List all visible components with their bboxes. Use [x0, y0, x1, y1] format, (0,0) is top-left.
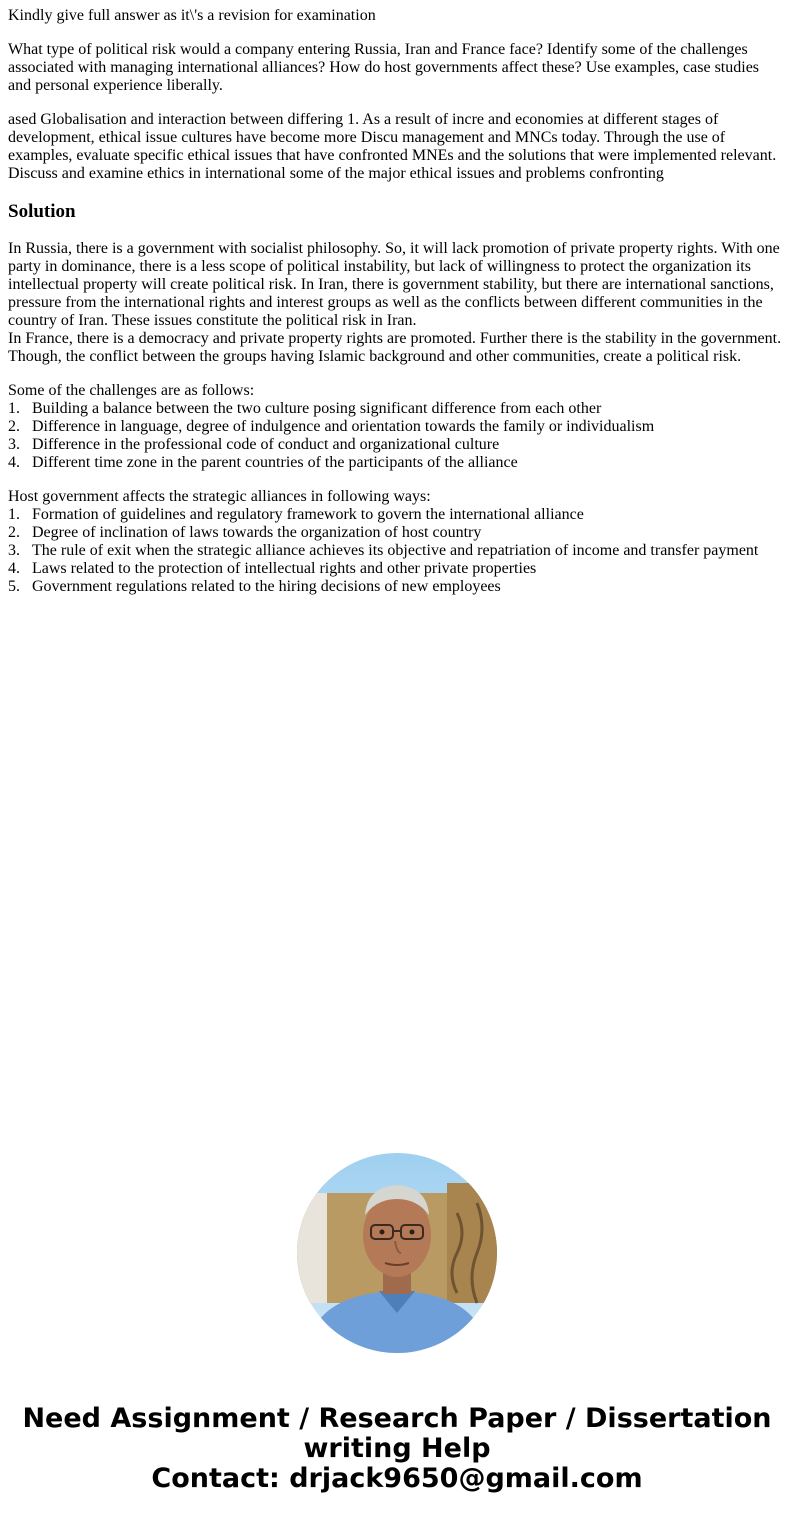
solution-para-1: In Russia, there is a government with socialist philosophy. So, it will lack promotion of private property rights. With one party in dominance, there is a less scope of political instability, but lack of willingness to protect the organization its intellectual property will create political risk. In Iran, there is government stability, but there are international sanctions, pressure from the international rights and interest groups as well as the conflicts between different communities in the country of Iran. These issues constitute the political risk in Iran. [8, 240, 780, 329]
list-text: The rule of exit when the strategic alliance achieves its objective and repatriation of income and transfer payment [32, 542, 759, 559]
list-item [8, 542, 786, 560]
list-text: Difference in language, degree of indulgence and orientation towards the family or individualism [32, 418, 655, 435]
list-number: 4. [8, 454, 20, 471]
list-item [8, 436, 786, 454]
list-number: 3. [8, 436, 20, 453]
challenges-intro: Some of the challenges are as follows: [8, 382, 255, 399]
solution-heading: Solution [8, 201, 76, 222]
list-item [8, 560, 786, 578]
list-text: Degree of inclination of laws towards the organization of host country [32, 524, 482, 541]
avatar [297, 1153, 497, 1353]
list-item [8, 506, 786, 524]
list-number: 1. [8, 506, 20, 523]
list-number: 4. [8, 560, 20, 577]
list-item [8, 400, 786, 418]
list-text: Different time zone in the parent countries of the participants of the alliance [32, 454, 518, 471]
host-government-section [8, 488, 786, 596]
list-text: Difference in the professional code of conduct and organizational culture [32, 436, 500, 453]
list-number: 2. [8, 418, 20, 435]
list-item [8, 454, 786, 472]
list-text: Building a balance between the two culture posing significant difference from each other [32, 400, 602, 417]
question-2: ased Globalisation and interaction between differing 1. As a result of incre and economies at different stages of development, ethical issue cultures have become more Discu management and MNCs today. Through the use of examples, evaluate specific ethical issues that have confronted MNEs and the solutions that were implemented relevant. Discuss and examine ethics in international some of the major ethical issues and problems confronting [8, 111, 777, 182]
list-number: 2. [8, 524, 20, 541]
footer-banner [0, 1404, 794, 1494]
list-number: 3. [8, 542, 20, 559]
solution-para-2: In France, there is a democracy and private property rights are promoted. Further there is the stability in the government. Though, the conflict between the groups having Islamic background and other communities, create a political risk. [8, 330, 782, 365]
portrait-photo [297, 1153, 497, 1353]
footer-line-2: writing Help [303, 1433, 491, 1464]
challenges-section [8, 382, 786, 472]
list-text: Government regulations related to the hiring decisions of new employees [32, 578, 501, 595]
footer-line-1: Need Assignment / Research Paper / Dissertation [22, 1403, 772, 1434]
list-item [8, 418, 786, 436]
list-item [8, 524, 786, 542]
list-text: Laws related to the protection of intellectual rights and other private properties [32, 560, 537, 577]
list-text: Formation of guidelines and regulatory framework to govern the international alliance [32, 506, 584, 523]
footer-contact: Contact: drjack9650@gmail.com [151, 1463, 643, 1494]
host-intro: Host government affects the strategic alliances in following ways: [8, 488, 431, 505]
list-item [8, 578, 786, 596]
question-intro: Kindly give full answer as it\'s a revision for examination [8, 7, 376, 24]
question-1: What type of political risk would a company entering Russia, Iran and France face? Identify some of the challenges associated with managing international alliances? How do host governments affect these? Use examples, case studies and personal experience liberally. [8, 41, 760, 94]
list-number: 5. [8, 578, 20, 595]
document [0, 0, 794, 596]
list-number: 1. [8, 400, 20, 417]
solution-paragraphs [8, 240, 786, 366]
